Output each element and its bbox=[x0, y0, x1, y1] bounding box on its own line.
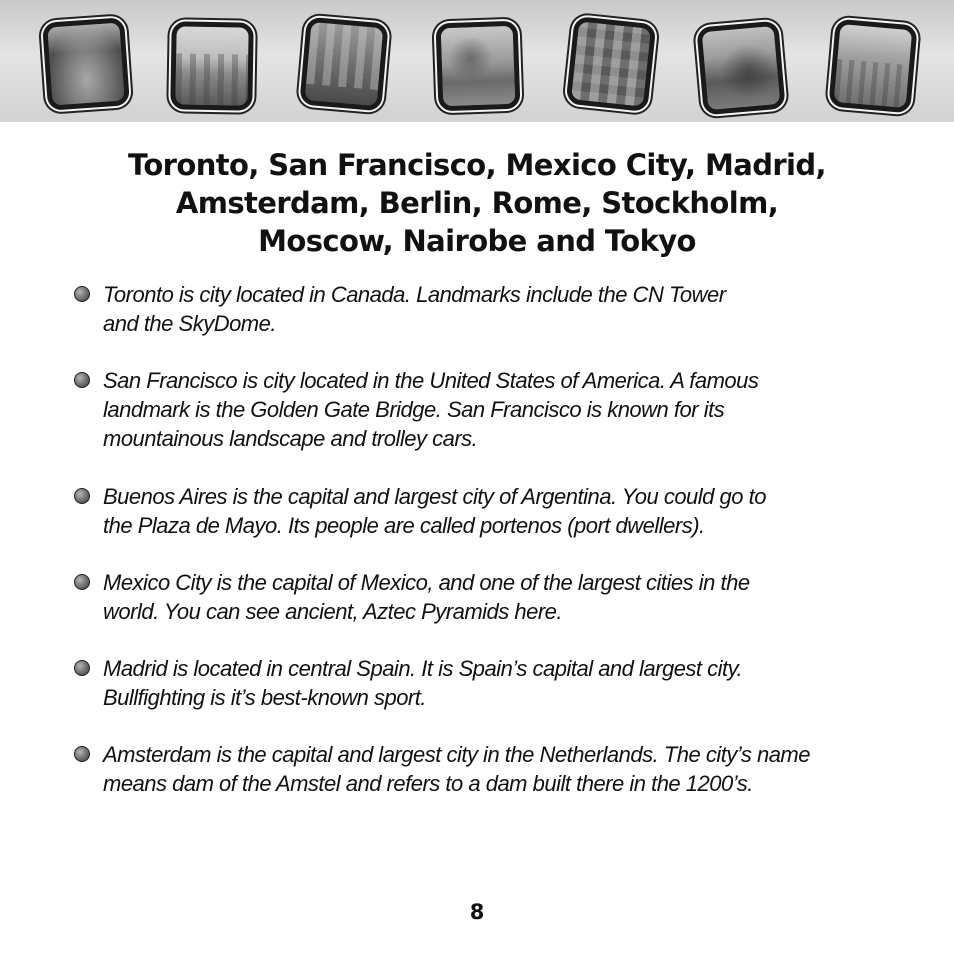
city-photo-thumbnail bbox=[170, 21, 254, 110]
city-photo-thumbnail bbox=[696, 21, 785, 116]
city-photo-thumbnail bbox=[566, 16, 657, 112]
bullet-icon bbox=[74, 574, 90, 590]
list-item-text: Amsterdam is the capital and largest city in the Netherlands. The city’s name means dam of the Amstel and refers to a dam built there in the 1200’s. bbox=[103, 742, 810, 796]
city-photo-thumbnail bbox=[435, 21, 520, 112]
list-item-text: Buenos Aires is the capital and largest city of Argentina. You could go to the Plaza de Mayo. Its people are called portenos (port dwellers). bbox=[103, 484, 766, 538]
page-number: 8 bbox=[469, 900, 485, 924]
list-item-text: Toronto is city located in Canada. Landmarks include the CN Tower and the SkyDome. bbox=[103, 282, 726, 336]
city-photo-thumbnail bbox=[42, 17, 130, 111]
bullet-icon bbox=[74, 286, 90, 302]
header-banner bbox=[0, 0, 954, 122]
page-title: Toronto, San Francisco, Mexico City, Madrid, Amsterdam, Berlin, Rome, Stockholm, Moscow, Nairobe and Tokyo bbox=[128, 148, 826, 258]
bullet-icon bbox=[74, 488, 90, 504]
bullet-icon bbox=[74, 660, 90, 676]
city-photo-thumbnail bbox=[828, 19, 917, 114]
list-item-text: Mexico City is the capital of Mexico, and one of the largest cities in the world. You can see ancient, Aztec Pyramids here. bbox=[103, 570, 750, 624]
city-photo-thumbnail bbox=[299, 17, 388, 112]
bullet-icon bbox=[74, 746, 90, 762]
bullet-icon bbox=[74, 372, 90, 388]
list-item-text: Madrid is located in central Spain. It is Spain’s capital and largest city. Bullfighting is it’s best-known sport. bbox=[103, 656, 743, 710]
list-item-text: San Francisco is city located in the United States of America. A famous landmark is the Golden Gate Bridge. San Francisco is known for its mountainous landscape and trolley cars. bbox=[103, 368, 759, 451]
